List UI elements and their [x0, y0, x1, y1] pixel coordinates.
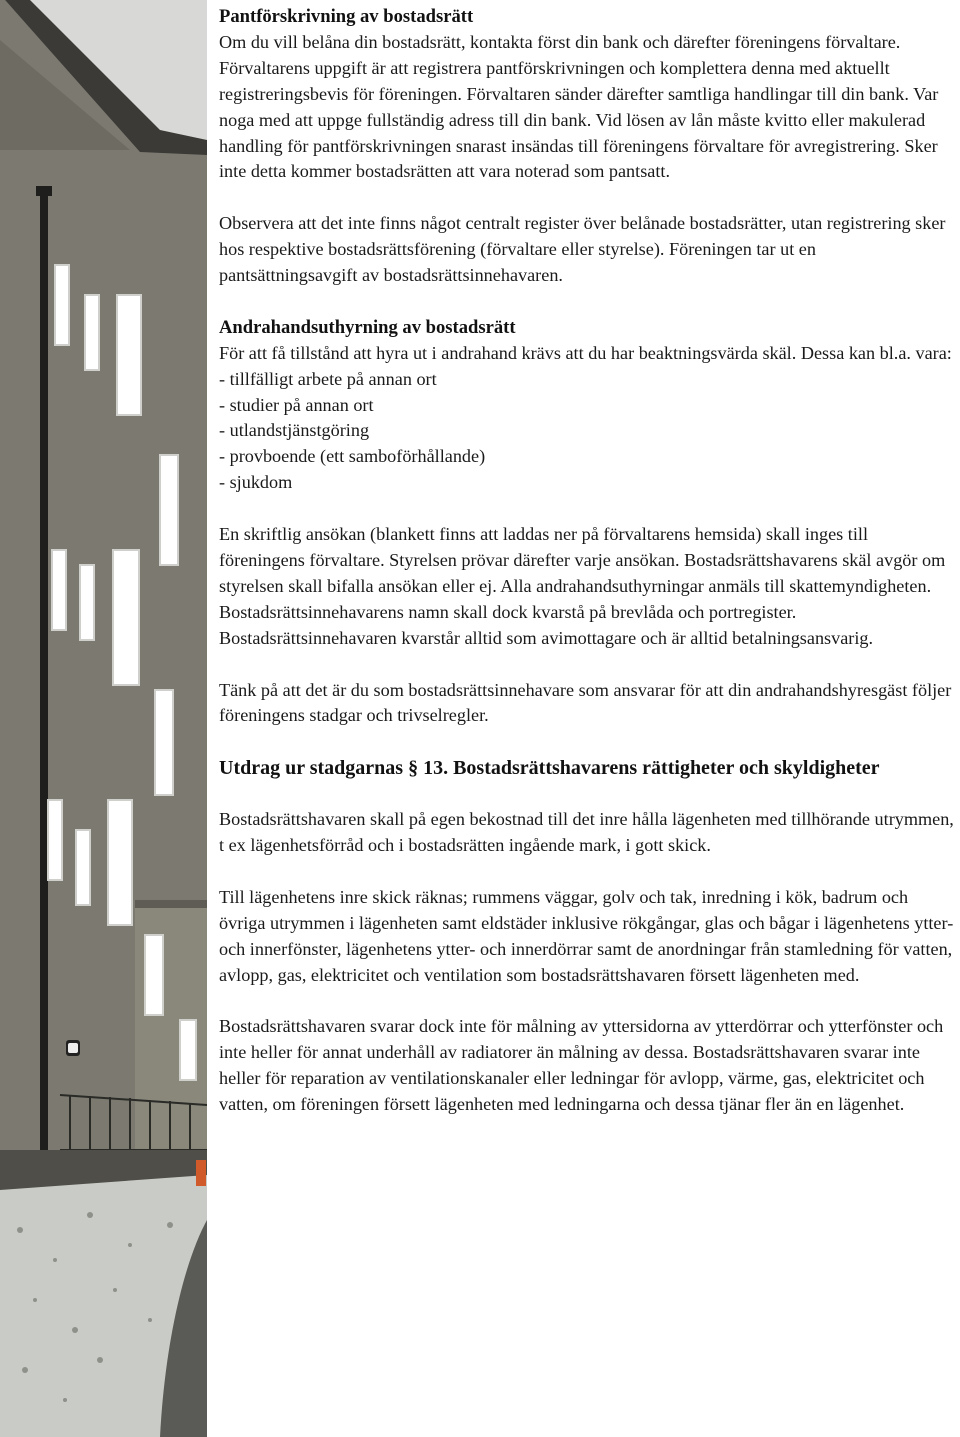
andrahand-paragraph-2: En skriftlig ansökan (blankett finns att laddas ner på förvaltarens hemsida) skall inges till föreningens förvaltare. Styrelsen prövar därefter varje ansökan. Bostadsrättshavarens skäl avgör om styrelsen skall bifalla ansökan eller ej. Alla andrahandsuthyrningar anmäls till skattemyndigheten. Bostadsrättsinnehavarens namn skall dock kvarstå på brevlåda och portregister. Bostadsrättsinnehavaren kvarstår alltid som avimottagare och är alltid betalningsansvarig. — [219, 524, 946, 648]
andrahand-intro: För att få tillstånd att hyra ut i andrahand krävs att du har beaktningsvärda skäl. Dessa kan bl.a. vara: — [219, 342, 952, 363]
pant-paragraph-2: Observera att det inte finns något centralt register över belånade bostadsrätter, utan registrering sker hos respektive bostadsrättsförening (förvaltare eller styrelse). Föreningen tar ut en pantsättningsavgift av bostadsrättsinnehavaren. — [219, 213, 946, 286]
list-item: - utlandstjänstgöring — [219, 418, 955, 444]
heading-andrahandsuthyrning: Andrahandsuthyrning av bostadsrätt — [219, 316, 516, 338]
heading-pantforskrivning: Pantförskrivning av bostadsrätt — [219, 6, 474, 27]
stadgar-paragraph-3: Bostadsrättshavaren svarar dock inte för målning av yttersidorna av ytterdörrar och ytterfönster och inte heller för annat underhåll av radiatorer än målning av dessa. Bostadsrättshavaren svarar inte heller för reparation av ventilationskanaler eller ledningar för avlopp, värme, gas, elektricitet och vatten, om föreningen försett lägenheten med ledningarna och dessa tjänar fler än en lägenhet. — [219, 1016, 944, 1115]
heading-stadgar: Utdrag ur stadgarnas § 13. Bostadsrättshavarens rättigheter och skyldigheter — [219, 757, 880, 780]
pant-paragraph-1: Om du vill belåna din bostadsrätt, kontakta först din bank och därefter föreningens förvaltare. Förvaltarens uppgift är att registrera pantförskrivningen och komplettera denna med aktuellt registreringsbevis för föreningen. Förvaltaren sänder därefter samtliga handlingar till din bank. Var noga med att uppge fullständig adress till din bank. Vid lösen av lån måste kvitto eller makulerad handling för pantförskrivningen snarast insändas till föreningens förvaltare för avregistrering. Sker inte detta kommer bostadsrätten att vara noterad som pantsatt. — [219, 31, 939, 182]
stadgar-paragraph-2: Till lägenhetens inre skick räknas; rummens väggar, golv och tak, inredning i kök, badrum och övriga utrymmen i lägenheten samt eldstäder inklusive rökgångar, glas och bågar i lägenhetens ytter- och innerfönster, lägenhetens ytter- och innerdörrar samt de anordningar från stamledning för vatten, avlopp, gas, elektricitet och ventilation som bostadsrättshavaren försett lägenheten med. — [219, 886, 954, 985]
list-item: - tillfälligt arbete på annan ort — [219, 367, 955, 393]
list-item: - sjukdom — [219, 470, 955, 496]
andrahand-paragraph-3: Tänk på att det är du som bostadsrättsinnehavare som ansvarar för att din andrahandshyresgäst följer föreningens stadgar och trivselregler. — [219, 679, 952, 726]
document-text — [219, 4, 955, 1118]
list-item: - provboende (ett samboförhållande) — [219, 444, 955, 470]
building-facade-image — [0, 0, 207, 1437]
reasons-list — [219, 367, 955, 497]
building-photo — [0, 0, 207, 1437]
list-item: - studier på annan ort — [219, 393, 955, 419]
stadgar-paragraph-1: Bostadsrättshavaren skall på egen bekostnad till det inre hålla lägenheten med tillhörande utrymmen, t ex lägenhetsförråd och i bostadsrätten ingående mark, i gott skick. — [219, 809, 954, 855]
